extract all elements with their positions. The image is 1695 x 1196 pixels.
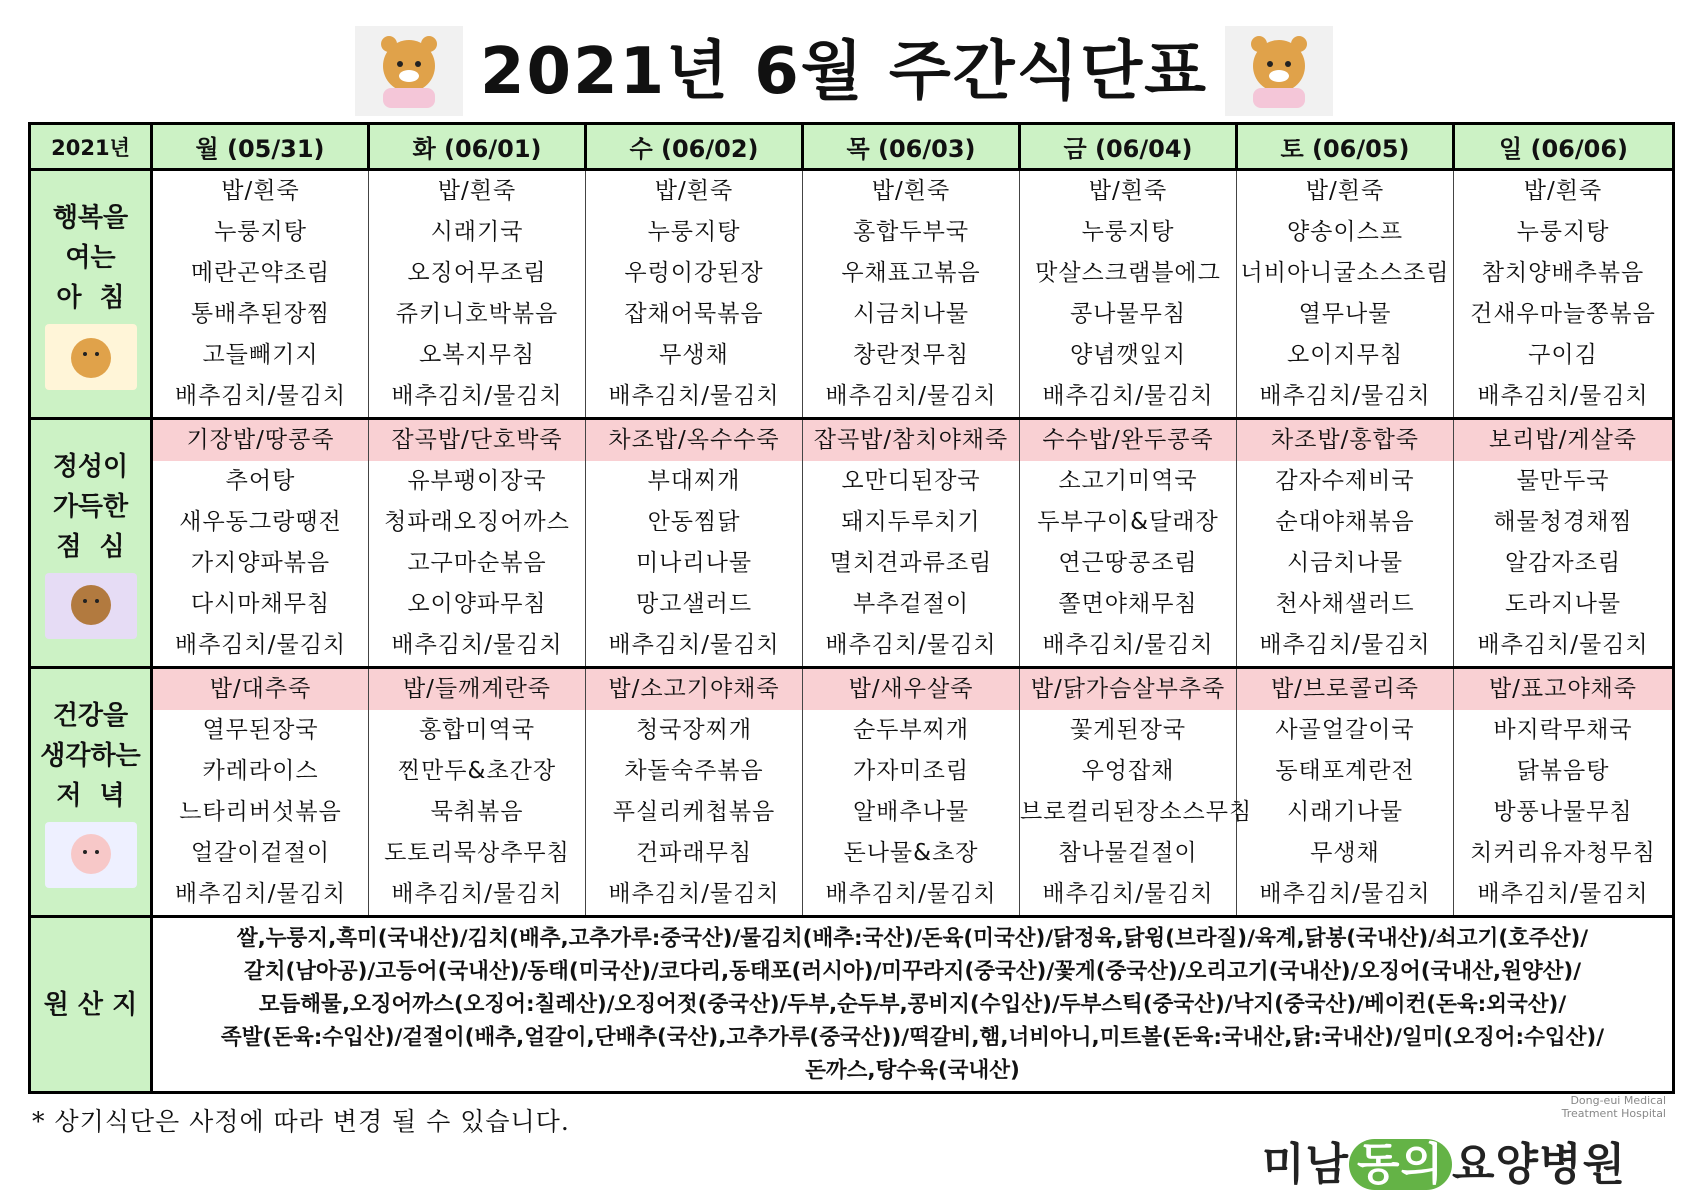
menu-item: 참치양배추볶음 (1481, 260, 1645, 286)
menu-item: 잡곡밥/단호박죽 (369, 420, 585, 461)
menu-item: 오복지무침 (418, 342, 536, 368)
menu-item: 배추김치/물김치 (1042, 632, 1214, 658)
menu-item: 가자미조림 (852, 758, 970, 784)
menu-item: 소고기미역국 (1058, 468, 1198, 494)
menu-item: 차조밥/옥수수죽 (586, 420, 802, 461)
lunch-sat (1237, 419, 1454, 668)
menu-item: 배추김치/물김치 (1259, 383, 1431, 409)
menu-item: 배추김치/물김치 (174, 632, 347, 658)
menu-item: 배추김치/물김치 (174, 881, 347, 907)
menu-item: 홍합두부국 (852, 219, 970, 245)
logo-text-part1: 미남 (1262, 1139, 1350, 1190)
dinner-fri (1020, 668, 1253, 917)
menu-item: 배추김치/물김치 (608, 383, 780, 409)
menu-item: 양송이스프 (1286, 219, 1404, 245)
lunch-fri (1020, 419, 1237, 668)
menu-item: 배추김치/물김치 (1477, 632, 1649, 658)
menu-item: 너비아니굴소스조림 (1240, 260, 1450, 286)
menu-item: 배추김치/물김치 (825, 383, 997, 409)
menu-item: 배추김치/물김치 (1259, 881, 1431, 907)
menu-item: 열무나물 (1298, 301, 1392, 327)
menu-item: 순두부찌개 (852, 717, 970, 743)
day-header-tue: 화 (06/01) (369, 124, 586, 170)
change-notice: * 상기식단은 사정에 따라 변경 될 수 있습니다. (32, 1107, 570, 1136)
breakfast-character-image (45, 324, 137, 390)
menu-item: 카레라이스 (202, 758, 319, 784)
menu-item: 치커리유자청무침 (1470, 840, 1656, 866)
menu-item: 수수밥/완두콩죽 (1020, 420, 1236, 461)
dinner-label-line3: 저 녁 (56, 781, 125, 811)
menu-item: 청파래오징어까스 (384, 509, 570, 535)
menu-item: 배추김치/물김치 (825, 632, 997, 658)
lunch-label-line2: 가득한 (52, 492, 129, 522)
menu-item: 배추김치/물김치 (1042, 881, 1214, 907)
breakfast-tue (369, 170, 586, 419)
dinner-character-image (45, 822, 137, 888)
menu-item: 망고샐러드 (635, 591, 753, 617)
menu-item: 천사채샐러드 (1275, 591, 1415, 617)
lunch-wed (586, 419, 803, 668)
menu-item: 창란젓무침 (852, 342, 970, 368)
menu-item: 밥/대추죽 (153, 669, 368, 710)
menu-item: 꽃게된장국 (1069, 717, 1187, 743)
menu-item: 차돌숙주볶음 (624, 758, 764, 784)
menu-item: 바지락무채국 (1493, 717, 1633, 743)
menu-item: 보리밥/게살죽 (1454, 420, 1672, 461)
menu-item: 알감자조림 (1504, 550, 1622, 576)
menu-item: 밥/표고야채죽 (1454, 669, 1672, 710)
menu-item: 고들빼기지 (202, 342, 319, 368)
menu-item: 우엉잡채 (1081, 758, 1175, 784)
origin-text (153, 918, 1672, 1091)
menu-item: 잡채어묵볶음 (624, 301, 764, 327)
menu-item: 누룽지탕 (647, 219, 741, 245)
title-area (355, 26, 1333, 116)
day-header-sun: 일 (06/06) (1454, 124, 1674, 170)
origin-line: 쌀,누룽지,흑미(국내산)/김치(배추,고추가루:중국산)/물김치(배추:국산)/돈육(미국산)/닭정육,닭윙(브라질)/육계,닭봉(국내산)/쇠고기(호주산)/ (236, 926, 1589, 951)
menu-item: 묵취볶음 (430, 799, 524, 825)
page-title: 2021년 6월 주간식단표 (480, 35, 1208, 109)
header-row (30, 124, 1674, 170)
menu-item: 기장밥/땅콩죽 (153, 420, 368, 461)
menu-item: 부추겉절이 (852, 591, 970, 617)
breakfast-label-line2: 여는 (65, 243, 116, 273)
menu-item: 구이김 (1528, 342, 1598, 368)
menu-item: 홍합미역국 (418, 717, 536, 743)
menu-item: 누룽지탕 (214, 219, 307, 245)
menu-item: 사골얼갈이국 (1275, 717, 1415, 743)
lunch-label (30, 419, 152, 668)
menu-item: 밥/흰죽 (437, 178, 517, 204)
dinner-tue (369, 668, 586, 917)
dinner-label (30, 668, 152, 917)
breakfast-fri (1020, 170, 1237, 419)
menu-item: 시금치나물 (1286, 550, 1404, 576)
menu-item: 참나물겉절이 (1058, 840, 1198, 866)
menu-item: 잡곡밥/참치야채죽 (803, 420, 1019, 461)
menu-item: 밥/흰죽 (1088, 178, 1168, 204)
logo-subtitle-line1: Dong-eui Medical (1570, 1094, 1666, 1107)
menu-item: 밥/새우살죽 (803, 669, 1019, 710)
menu-item: 두부구이&달래장 (1037, 509, 1219, 535)
menu-item: 돼지두루치기 (841, 509, 981, 535)
menu-item: 찐만두&초간장 (397, 758, 557, 784)
menu-item: 오이지무침 (1286, 342, 1404, 368)
lunch-label-line3: 점 심 (56, 532, 125, 562)
menu-item: 청국장찌개 (635, 717, 753, 743)
menu-item: 동태포계란전 (1275, 758, 1415, 784)
menu-item: 차조밥/홍합죽 (1237, 420, 1453, 461)
menu-item: 브로컬리된장소스무침 (1020, 799, 1253, 825)
menu-item: 배추김치/물김치 (608, 632, 780, 658)
menu-item: 배추김치/물김치 (391, 881, 563, 907)
menu-item: 밥/흰죽 (871, 178, 951, 204)
menu-item: 배추김치/물김치 (1259, 632, 1431, 658)
menu-item: 해물청경채찜 (1493, 509, 1633, 535)
day-header-fri: 금 (06/04) (1020, 124, 1237, 170)
lunch-row (30, 419, 1674, 668)
day-header-sat: 토 (06/05) (1237, 124, 1454, 170)
origin-line: 갈치(남아공)/고등어(국내산)/동태(미국산)/코다리,동태포(러시아)/미꾸라지(중국산)/꽃게(중국산)/오리고기(국내산)/오징어(국내산,원양산)/ (243, 959, 1582, 984)
origin-info (152, 917, 1674, 1093)
breakfast-wed (586, 170, 803, 419)
menu-item: 안동찜닭 (647, 509, 741, 535)
menu-item: 새우동그랑땡전 (179, 509, 342, 535)
dinner-thu (803, 668, 1020, 917)
dinner-sun (1454, 668, 1674, 917)
lunch-tue (369, 419, 586, 668)
lunch-character-image (45, 573, 137, 639)
menu-item: 밥/들깨계란죽 (369, 669, 585, 710)
menu-item: 오만디된장국 (841, 468, 981, 494)
menu-item: 배추김치/물김치 (1477, 881, 1649, 907)
menu-item: 배추김치/물김치 (608, 881, 780, 907)
menu-item: 쥬키니호박볶음 (395, 301, 559, 327)
origin-label: 원 산 지 (30, 917, 152, 1093)
menu-item: 건새우마늘쫑볶음 (1470, 301, 1656, 327)
menu-item: 고구마순볶음 (407, 550, 547, 576)
menu-item: 밥/흰죽 (654, 178, 734, 204)
menu-item: 통배추된장찜 (190, 301, 331, 327)
menu-item: 방풍나물무침 (1493, 799, 1633, 825)
menu-item: 가지양파볶음 (190, 550, 331, 576)
menu-item: 누룽지탕 (1516, 219, 1610, 245)
menu-item: 맛살스크램블에그 (1035, 260, 1221, 286)
hospital-logo (1262, 1088, 1672, 1190)
menu-item: 물만두국 (1516, 468, 1610, 494)
menu-item: 느타리버섯볶음 (179, 799, 342, 825)
breakfast-label-line1: 행복을 (52, 203, 129, 233)
menu-item: 추어탕 (225, 468, 296, 494)
day-header-wed: 수 (06/02) (586, 124, 803, 170)
day-header-thu: 목 (06/03) (803, 124, 1020, 170)
origin-line: 모듬해물,오징어까스(오징어:칠레산)/오징어젓(중국산)/두부,순두부,콩비지(수입산)/두부스틱(중국산)/낙지(중국산)/베이컨(돈육:외국산)/ (258, 992, 1567, 1017)
breakfast-sat (1237, 170, 1454, 419)
lunch-label-line1: 정성이 (52, 452, 129, 482)
menu-item: 열무된장국 (202, 717, 319, 743)
character-image-right (1225, 26, 1333, 116)
origin-line: 족발(돈육:수입산)/겉절이(배추,얼갈이,단배추(국산),고추가루(중국산))/떡갈비,햄,너비아니,미트볼(돈육:국내산,닭:국내산)/일미(오징어:수입산)/ (220, 1025, 1605, 1050)
menu-item: 오이양파무침 (407, 591, 547, 617)
menu-item: 메란곤약조림 (190, 260, 331, 286)
lunch-sun (1454, 419, 1674, 668)
menu-item: 부대찌개 (647, 468, 741, 494)
menu-item: 배추김치/물김치 (391, 632, 563, 658)
menu-item: 배추김치/물김치 (1477, 383, 1649, 409)
lunch-thu (803, 419, 1020, 668)
menu-item: 밥/흰죽 (221, 178, 300, 204)
menu-item: 돈나물&초장 (843, 840, 979, 866)
logo-subtitle-line2: Treatment Hospital (1561, 1107, 1666, 1120)
year-header: 2021년 (30, 124, 152, 170)
menu-item: 감자수제비국 (1275, 468, 1415, 494)
menu-item: 건파래무침 (635, 840, 753, 866)
menu-item: 오징어무조림 (407, 260, 547, 286)
menu-item: 밥/브로콜리죽 (1237, 669, 1453, 710)
breakfast-mon (152, 170, 369, 419)
menu-item: 알배추나물 (852, 799, 970, 825)
dinner-label-line2: 생각하는 (40, 741, 141, 771)
menu-item: 배추김치/물김치 (391, 383, 563, 409)
logo-text (1262, 1128, 1626, 1192)
menu-item: 얼갈이겉절이 (190, 840, 331, 866)
menu-item: 시래기국 (430, 219, 524, 245)
menu-item: 시래기나물 (1286, 799, 1404, 825)
breakfast-sun (1454, 170, 1674, 419)
menu-item: 콩나물무침 (1069, 301, 1187, 327)
menu-item: 우렁이강된장 (624, 260, 764, 286)
lunch-mon (152, 419, 369, 668)
dinner-mon (152, 668, 369, 917)
breakfast-thu (803, 170, 1020, 419)
dinner-row (30, 668, 1674, 917)
menu-item: 유부팽이장국 (407, 468, 547, 494)
menu-item: 밥/닭가슴살부추죽 (1020, 669, 1236, 710)
dinner-wed (586, 668, 803, 917)
menu-item: 밥/소고기야채죽 (586, 669, 802, 710)
breakfast-label-line3: 아 침 (56, 283, 125, 313)
menu-item: 누룽지탕 (1081, 219, 1175, 245)
menu-item: 무생채 (659, 342, 729, 368)
weekly-menu-table (28, 122, 1675, 1094)
menu-item: 푸실리케첩볶음 (612, 799, 776, 825)
logo-text-part2: 동의 (1349, 1139, 1452, 1190)
breakfast-label (30, 170, 152, 419)
menu-item: 시금치나물 (852, 301, 970, 327)
menu-item: 미나리나물 (635, 550, 753, 576)
menu-item: 도토리묵상추무침 (384, 840, 570, 866)
menu-item: 멸치견과류조림 (829, 550, 993, 576)
logo-subtitle (1562, 1094, 1666, 1120)
menu-item: 닭볶음탕 (1516, 758, 1610, 784)
menu-item: 밥/흰죽 (1305, 178, 1385, 204)
menu-item: 양념깻잎지 (1069, 342, 1187, 368)
menu-item: 다시마채무침 (190, 591, 331, 617)
menu-item: 무생채 (1310, 840, 1380, 866)
origin-row (30, 917, 1674, 1093)
menu-item: 배추김치/물김치 (1042, 383, 1214, 409)
logo-text-part3: 요양병원 (1452, 1139, 1627, 1190)
dinner-label-line1: 건강을 (52, 701, 129, 731)
day-header-mon: 월 (05/31) (152, 124, 369, 170)
dinner-sat (1237, 668, 1454, 917)
menu-item: 순대야채볶음 (1275, 509, 1415, 535)
menu-item: 쫄면야채무침 (1058, 591, 1198, 617)
menu-item: 도라지나물 (1504, 591, 1622, 617)
breakfast-row (30, 170, 1674, 419)
origin-line: 돈까스,탕수육(국내산) (805, 1058, 1020, 1083)
menu-item: 밥/흰죽 (1523, 178, 1603, 204)
menu-item: 배추김치/물김치 (174, 383, 347, 409)
menu-item: 우채표고볶음 (841, 260, 981, 286)
menu-item: 배추김치/물김치 (825, 881, 997, 907)
menu-item: 연근땅콩조림 (1058, 550, 1198, 576)
